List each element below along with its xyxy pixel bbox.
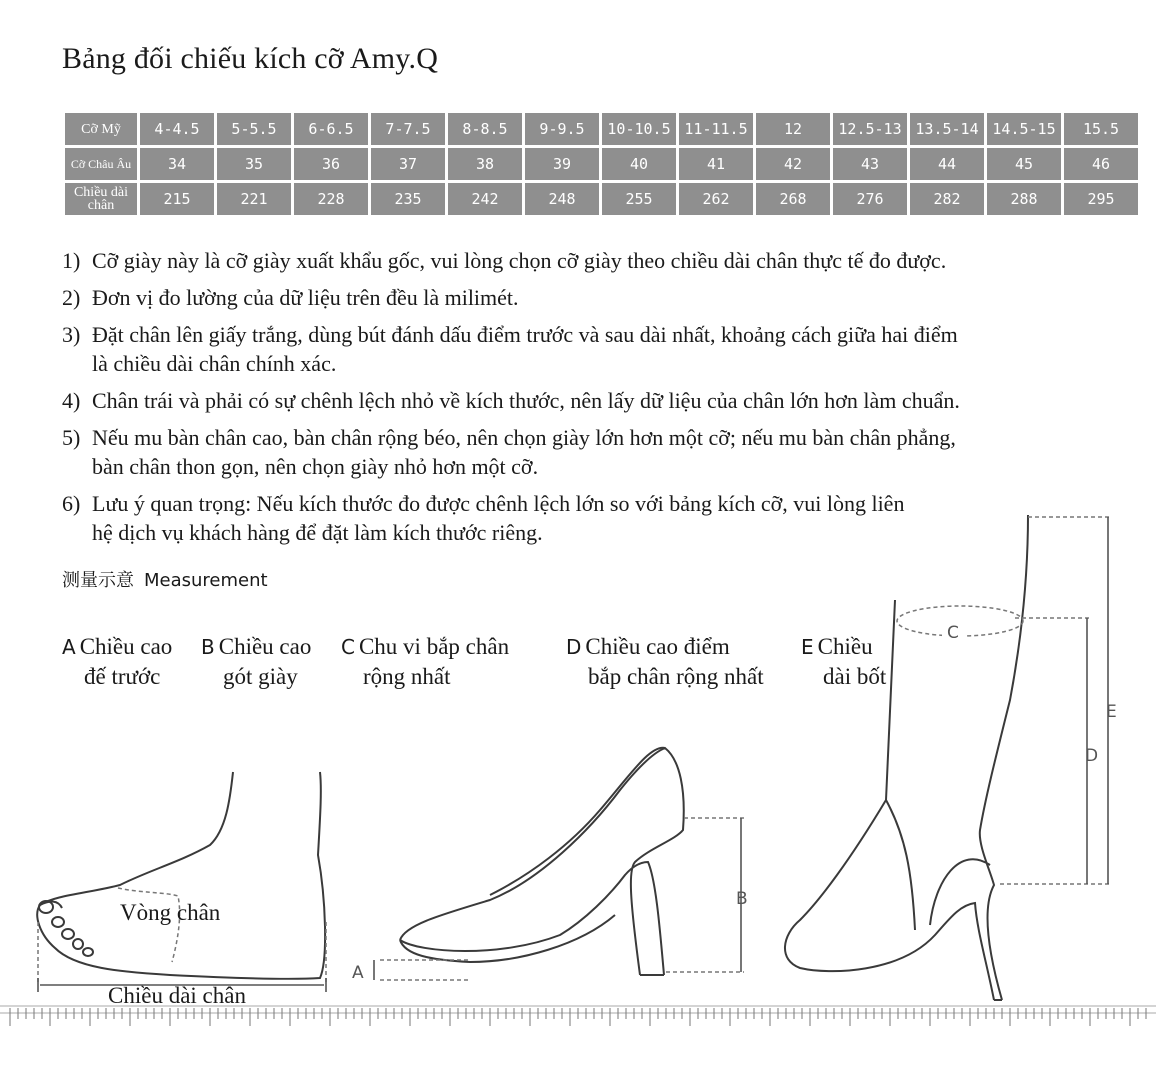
mark-d-label: D	[1085, 746, 1099, 766]
table-cell: 9-9.5	[525, 113, 599, 145]
row-header-us: Cỡ Mỹ	[65, 113, 137, 145]
table-cell: 45	[987, 148, 1061, 180]
legend-text-line2: đế trước	[84, 664, 161, 689]
pump-measure-lines	[380, 818, 744, 980]
table-cell: 288	[987, 183, 1061, 215]
table-cell: 221	[217, 183, 291, 215]
pump-drawing	[400, 748, 684, 975]
note-text-continued: là chiều dài chân chính xác.	[92, 351, 337, 376]
table-cell: 262	[679, 183, 753, 215]
table-cell: 13.5-14	[910, 113, 984, 145]
table-cell: 44	[910, 148, 984, 180]
note-text: Đặt chân lên giấy trắng, dùng bút đánh dấu điểm trước và sau dài nhất, khoảng cách giữa hai điểm	[92, 322, 958, 347]
table-cell: 4-4.5	[140, 113, 214, 145]
foot-circumference-label: Vòng chân	[120, 900, 221, 925]
legend-key: B	[201, 635, 215, 659]
table-cell: 41	[679, 148, 753, 180]
mark-e-label: E	[1106, 702, 1117, 722]
boot-drawing	[785, 515, 1028, 1000]
table-cell: 34	[140, 148, 214, 180]
legend-text-line2: bắp chân rộng nhất	[588, 664, 764, 689]
table-cell: 35	[217, 148, 291, 180]
mark-b-label: B	[736, 889, 748, 909]
table-cell: 46	[1064, 148, 1138, 180]
table-cell: 11-11.5	[679, 113, 753, 145]
legend-key: E	[801, 635, 814, 659]
table-cell: 295	[1064, 183, 1138, 215]
table-cell: 228	[294, 183, 368, 215]
note-number: 6)	[62, 491, 81, 516]
table-cell: 38	[448, 148, 522, 180]
table-cell: 248	[525, 183, 599, 215]
pump-measure-brackets	[374, 818, 741, 980]
foot-drawing	[37, 772, 325, 979]
legend-text: Chiều cao	[79, 634, 173, 659]
legend-text: Chu vi bắp chân	[358, 634, 510, 659]
note-number: 3)	[62, 322, 81, 347]
page-title: Bảng đối chiếu kích cỡ Amy.Q	[62, 42, 439, 75]
legend-key: A	[62, 635, 76, 659]
row-header-foot-length: Chiều dài chân	[65, 183, 137, 215]
table-cell: 5-5.5	[217, 113, 291, 145]
legend-key: D	[566, 635, 582, 659]
table-cell: 39	[525, 148, 599, 180]
table-cell: 6-6.5	[294, 113, 368, 145]
note-number: 5)	[62, 425, 81, 450]
note-text: Chân trái và phải có sự chênh lệch nhỏ về kích thước, nên lấy dữ liệu của chân lớn hơn làm chuẩn.	[92, 388, 960, 413]
table-cell: 14.5-15	[987, 113, 1061, 145]
table-cell: 12	[756, 113, 830, 145]
legend-text: Chiều cao	[218, 634, 312, 659]
legend-text: Chiều	[817, 634, 873, 659]
table-cell: 42	[756, 148, 830, 180]
table-cell: 255	[602, 183, 676, 215]
note-text: Nếu mu bàn chân cao, bàn chân rộng béo, nên chọn giày lớn hơn một cỡ; nếu mu bàn chân phẳng,	[92, 425, 956, 450]
note-text-continued: hệ dịch vụ khách hàng để đặt làm kích thước riêng.	[92, 520, 543, 545]
table-cell: 242	[448, 183, 522, 215]
table-cell: 276	[833, 183, 907, 215]
ruler	[0, 1006, 1156, 1026]
note-text: Lưu ý quan trọng: Nếu kích thước đo được chênh lệch lớn so với bảng kích cỡ, vui lòng liên	[92, 491, 905, 516]
legend-key: C	[341, 635, 355, 659]
legend-text-line2: dài bốt	[823, 664, 887, 689]
mark-c-label: C	[947, 623, 959, 643]
table-cell: 15.5	[1064, 113, 1138, 145]
table-cell: 8-8.5	[448, 113, 522, 145]
note-text-continued: bàn chân thon gọn, nên chọn giày nhỏ hơn một cỡ.	[92, 454, 539, 479]
table-cell: 7-7.5	[371, 113, 445, 145]
note-number: 2)	[62, 285, 81, 310]
note-text: Đơn vị đo lường của dữ liệu trên đều là milimét.	[92, 285, 519, 310]
note-number: 4)	[62, 388, 81, 413]
boot-measure-lines	[897, 517, 1110, 884]
foot-length-label: Chiều dài chân	[108, 983, 246, 1008]
row-header-eu: Cỡ Châu Âu	[65, 148, 137, 180]
table-cell: 40	[602, 148, 676, 180]
table-cell: 215	[140, 183, 214, 215]
note-text: Cỡ giày này là cỡ giày xuất khẩu gốc, vui lòng chọn cỡ giày theo chiều dài chân thực tế đo được.	[92, 248, 947, 273]
table-cell: 12.5-13	[833, 113, 907, 145]
table-cell: 10-10.5	[602, 113, 676, 145]
measurement-heading-cn: 测量示意	[62, 570, 134, 591]
table-cell: 268	[756, 183, 830, 215]
table-cell: 235	[371, 183, 445, 215]
legend-text-line2: gót giày	[223, 664, 298, 689]
table-cell: 282	[910, 183, 984, 215]
table-cell: 43	[833, 148, 907, 180]
legend-text: Chiều cao điểm	[585, 634, 730, 659]
table-cell: 37	[371, 148, 445, 180]
boot-measure-brackets	[1087, 517, 1108, 884]
legend-text-line2: rộng nhất	[363, 664, 451, 689]
measurement-heading-en: Measurement	[144, 570, 268, 591]
table-cell: 36	[294, 148, 368, 180]
note-number: 1)	[62, 248, 81, 273]
mark-a-label: A	[352, 963, 364, 983]
